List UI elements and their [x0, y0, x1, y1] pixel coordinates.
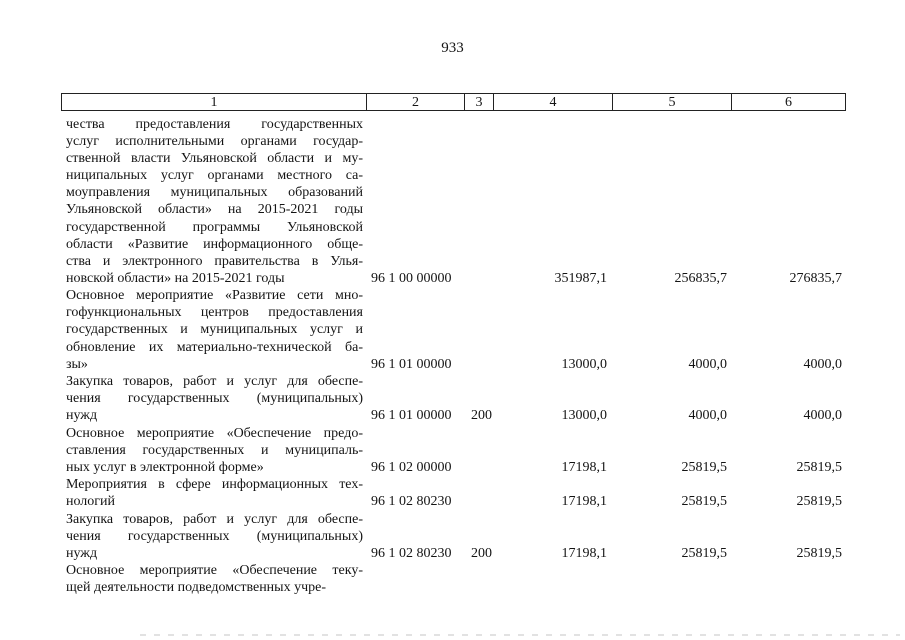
- description-line: ставления государственных и муниципаль-: [66, 442, 363, 458]
- amount-col6: 276835,7: [789, 270, 842, 286]
- description-line: ства и электронного правительства в Улья-: [66, 253, 363, 269]
- description-line: чения государственных (муниципальных): [66, 391, 363, 407]
- description-line: Основное мероприятие «Развитие сети мно-: [66, 288, 363, 304]
- amount-col6: 4000,0: [803, 356, 842, 372]
- kbk-code: 96 1 01 00000: [371, 408, 452, 424]
- description-line: щей деятельности подведомственных учре-: [66, 580, 326, 596]
- description-line: ниципальных услуг органами местного са-: [66, 168, 363, 184]
- description-line: ных услуг в электронной форме»: [66, 459, 264, 475]
- description-line: нологий: [66, 494, 116, 510]
- description-line: области «Развитие информационного обще-: [66, 236, 363, 252]
- description-line: ственной власти Ульяновской области и му-: [66, 151, 363, 167]
- amount-col4: 13000,0: [561, 356, 607, 372]
- description-line: чения государственных (муниципальных): [66, 528, 363, 544]
- amount-col4: 17198,1: [561, 545, 607, 561]
- row-description: [66, 562, 363, 596]
- row-description: [66, 287, 363, 372]
- expense-type: 200: [471, 408, 492, 424]
- amount-col6: 25819,5: [796, 459, 842, 475]
- amount-col6: 4000,0: [803, 408, 842, 424]
- row-description: [66, 116, 363, 287]
- row-description: [66, 425, 363, 476]
- amount-col6: 25819,5: [796, 545, 842, 561]
- kbk-code: 96 1 02 00000: [371, 459, 452, 475]
- row-description: [66, 511, 363, 562]
- amount-col4: 13000,0: [561, 408, 607, 424]
- column-header-2: 2: [367, 94, 465, 110]
- amount-col5: 4000,0: [688, 408, 727, 424]
- description-line: Закупка товаров, работ и услуг для обеспе-: [66, 511, 363, 527]
- amount-col4: 17198,1: [561, 494, 607, 510]
- kbk-code: 96 1 02 80230: [371, 545, 452, 561]
- description-line: зы»: [66, 356, 88, 372]
- column-header-1: 1: [62, 94, 367, 110]
- amount-col5: 25819,5: [681, 545, 727, 561]
- description-line: нужд: [66, 545, 98, 561]
- table-header: [61, 93, 846, 111]
- amount-col5: 25819,5: [681, 459, 727, 475]
- description-line: Закупка товаров, работ и услуг для обеспе-: [66, 374, 363, 390]
- expense-type: 200: [471, 545, 492, 561]
- kbk-code: 96 1 00 00000: [371, 270, 452, 286]
- amount-col5: 256835,7: [674, 270, 727, 286]
- amount-col6: 25819,5: [796, 494, 842, 510]
- amount-col5: 4000,0: [688, 356, 727, 372]
- row-description: [66, 373, 363, 424]
- description-line: услуг исполнительными органами государ-: [66, 134, 363, 150]
- description-line: Основное мероприятие «Обеспечение предо-: [66, 425, 363, 441]
- description-line: Ульяновской области» на 2015-2021 годы: [66, 202, 363, 218]
- description-line: чества предоставления государственных: [66, 117, 363, 132]
- page-number: 933: [441, 40, 464, 56]
- description-line: обновление их материально-технической ба-: [66, 339, 363, 355]
- kbk-code: 96 1 01 00000: [371, 356, 452, 372]
- scan-artifact: [140, 634, 900, 636]
- description-line: новской области» на 2015-2021 годы: [66, 270, 285, 286]
- column-header-4: 4: [494, 94, 613, 110]
- column-header-5: 5: [613, 94, 732, 110]
- description-line: Основное мероприятие «Обеспечение теку-: [66, 563, 363, 579]
- column-header-6: 6: [785, 95, 792, 110]
- description-line: государственной программы Ульяновской: [66, 219, 363, 235]
- column-header-3: 3: [465, 94, 494, 110]
- description-line: нужд: [66, 408, 98, 424]
- description-line: моуправления муниципальных образований: [66, 185, 363, 201]
- row-description: [66, 476, 363, 510]
- description-line: гофункциональных центров предоставления: [66, 305, 363, 321]
- amount-col4: 17198,1: [561, 459, 607, 475]
- description-line: Мероприятия в сфере информационных тех-: [66, 477, 363, 493]
- kbk-code: 96 1 02 80230: [371, 494, 452, 510]
- description-line: государственных и муниципальных услуг и: [66, 322, 363, 338]
- amount-col4: 351987,1: [554, 270, 607, 286]
- amount-col5: 25819,5: [681, 494, 727, 510]
